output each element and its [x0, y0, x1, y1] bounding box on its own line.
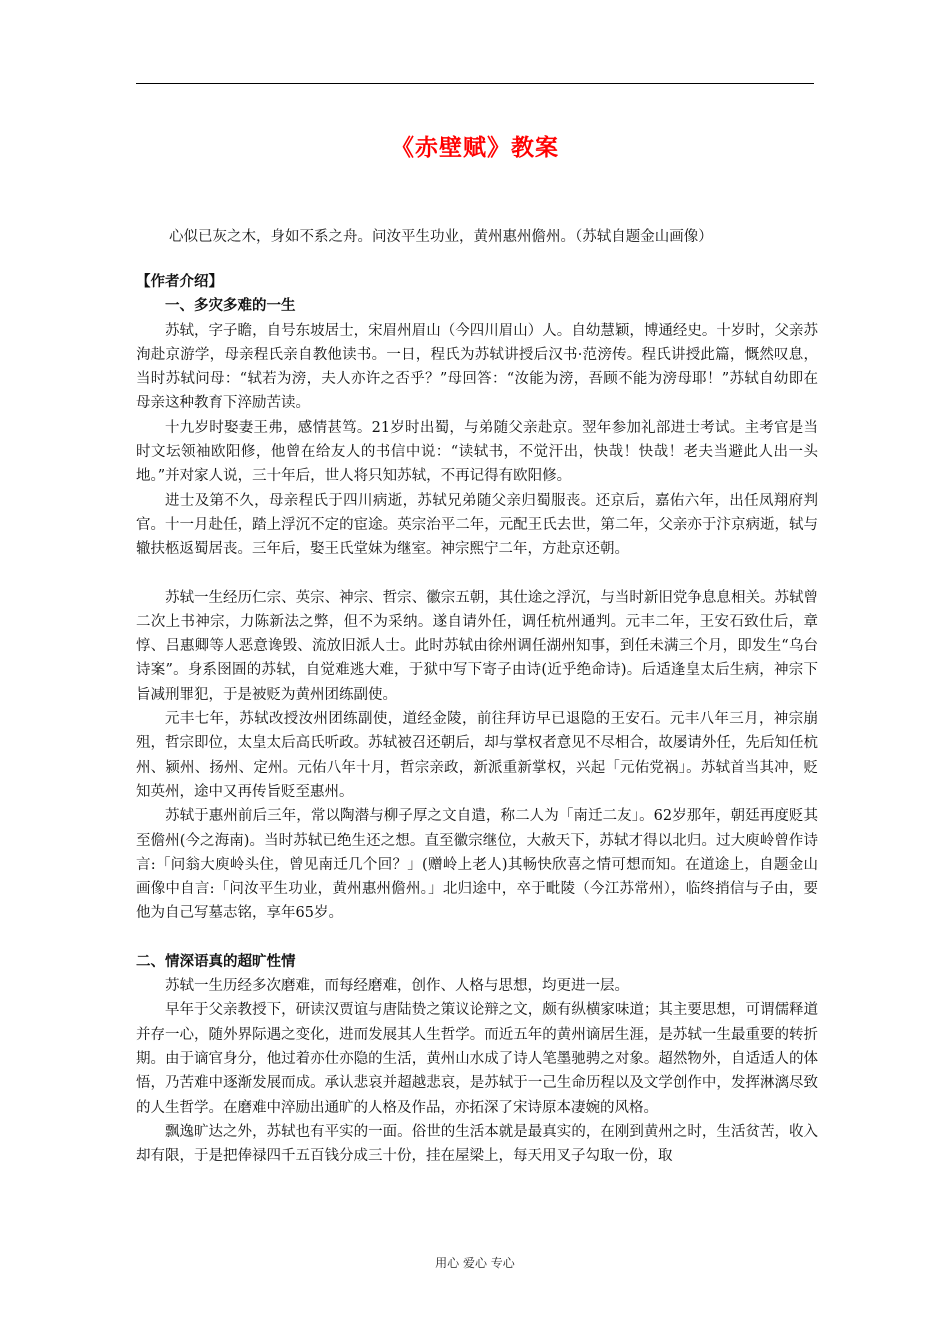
- paragraph: 苏轼，字子瞻，自号东坡居士，宋眉州眉山（今四川眉山）人。自幼慧颖，博通经史。十岁时，父亲苏洵赴京游学，母亲程氏亲自教他读书。一日，程氏为苏轼讲授后汉书·范滂传。程氏讲授此篇，慨然叹息，当时苏轼问母：“轼若为滂，夫人亦许之否乎？”母回答：“汝能为滂，吾顾不能为滂母耶！”苏轼自幼即在母亲这种教育下淬励苦读。: [136, 322, 818, 412]
- paragraph: 早年于父亲教授下，研读汉贾谊与唐陆贽之策议论辩之文，颇有纵横家味道；其主要思想，可谓儒释道并存一心，随外界际遇之变化，进而发展其人生哲学。而近五年的黄州谪居生涯，是苏轼一生最重要的转折期。由于谪官身分，他过着亦仕亦隐的生活，黄州山水成了诗人笔墨驰骋之对象。超然物外，自适适人的体悟，乃苦难中逐渐发展而成。承认悲哀并超越悲哀，是苏轼于一己生命历程以及文学创作中，发挥淋漓尽致的人生哲学。在磨难中淬励出通旷的人格及作品，亦拓深了宋诗原本凄婉的风格。: [136, 1002, 818, 1116]
- paragraph: 十九岁时娶妻王弗，感情甚笃。21岁时出蜀，与弟随父亲赴京。翌年参加礼部进士考试。主考官是当时文坛领袖欧阳修，他曾在给友人的书信中说：“读轼书，不觉汗出，快哉！快哉！老夫当避此人出一头地。”并对家人说，三十年后，世人将只知苏轼，不再记得有欧阳修。: [136, 419, 818, 485]
- header-rule: [136, 83, 814, 84]
- paragraph: 苏轼于惠州前后三年，常以陶潜与柳子厚之文自遣，称二人为「南迁二友」。62岁那年，朝廷再度贬其至儋州(今之海南)。当时苏轼已绝生还之想。直至徽宗继位，大赦天下，苏轼才得以北归。过大庾岭曾作诗言:「问翁大庾岭头住，曾见南迁几个回？」(赠岭上老人)其畅快欣喜之情可想而知。在道途上，自题金山画像中自言:「问汝平生功业，黄州惠州儋州。」北归途中，卒于毗陵（今江苏常州），临终捎信与子由，要他为自己写墓志铭，享年65岁。: [136, 808, 818, 922]
- paragraph: 飘逸旷达之外，苏轼也有平实的一面。俗世的生活本就是最真实的，在刚到黄州之时，生活贫苦，收入却有限，于是把俸禄四千五百钱分成三十份，挂在屋梁上，每天用叉子勾取一份，取: [136, 1123, 818, 1165]
- paragraph: 进士及第不久，母亲程氏于四川病逝，苏轼兄弟随父亲归蜀服丧。还京后，嘉佑六年，出任凤翔府判官。十一月赴任，踏上浮沉不定的宦途。英宗治平二年，元配王氏去世，第二年，父亲亦于汴京病逝，轼与辙扶柩返蜀居丧。三年后，娶王氏堂妹为继室。神宗熙宁二年，方赴京还朝。: [136, 492, 818, 558]
- section-heading-author: 【作者介绍】: [136, 274, 223, 290]
- paragraph: 元丰七年，苏轼改授汝州团练副使，道经金陵，前往拜访早已退隐的王安石。元丰八年三月，神宗崩殂，哲宗即位，太皇太后高氏听政。苏轼被召还朝后，却与掌权者意见不尽相合，故屡请外任，先后知任杭州、颍州、扬州、定州。元佑八年十月，哲宗亲政，新派重新掌权，兴起「元佑党祸」。苏轼首当其冲，贬知英州，途中又再传旨贬至惠州。: [136, 711, 818, 800]
- page-footer: 用心 爱心 专心: [435, 1256, 515, 1270]
- subheading-part1: 一、多灾多难的一生: [165, 298, 296, 315]
- epigraph: 心似已灰之木，身如不系之舟。问汝平生功业，黄州惠州儋州。（苏轼自题金山画像）: [169, 229, 713, 245]
- paragraph: 苏轼一生历经多次磨难，而每经磨难，创作、人格与思想，均更进一层。: [165, 978, 629, 995]
- document-title: 《赤壁赋》教案: [391, 135, 559, 161]
- document-body: [136, 270, 818, 1168]
- paragraph-gap: [136, 562, 818, 586]
- section-gap: [136, 926, 818, 950]
- paragraph: 苏轼一生经历仁宗、英宗、神宗、哲宗、徽宗五朝，其仕途之浮沉，与当时新旧党争息息相关。苏轼曾二次上书神宗，力陈新法之弊，但不为采纳。遂自请外任，调任杭州通判。元丰二年，王安石致仕后，章惇、吕惠卿等人恶意谗毁、流放旧派人士。此时苏轼由徐州调任湖州知事，到任未满三个月，即发生“乌台诗案”。身系囹圄的苏轼，自觉难逃大难，于狱中写下寄子由诗(近乎绝命诗)。后适逢皇太后生病，神宗下旨减刑罪犯，于是被贬为黄州团练副使。: [136, 589, 818, 703]
- subheading-part2: 二、情深语真的超旷性情: [136, 953, 296, 970]
